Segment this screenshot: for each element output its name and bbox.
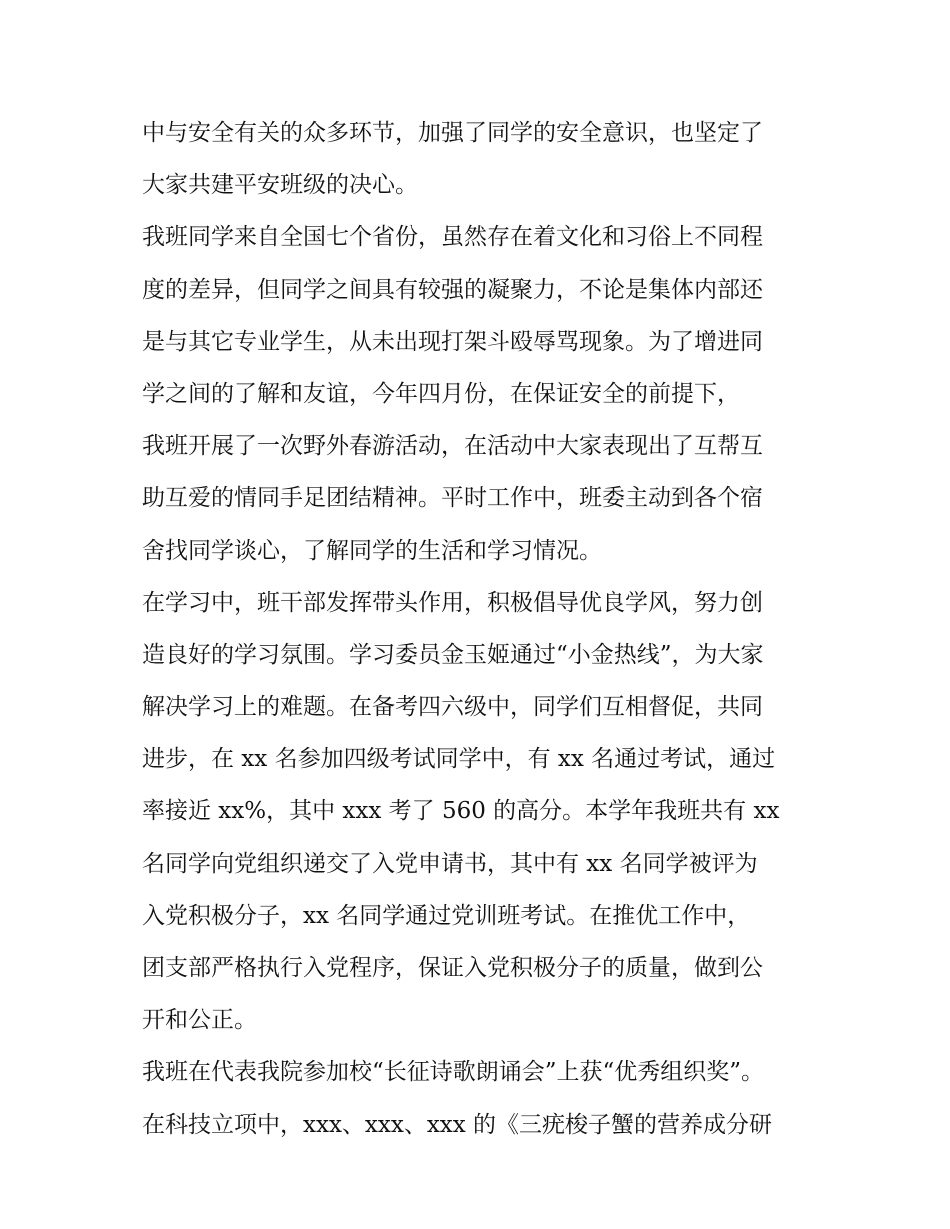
text-line: 舍找同学谈心，了解同学的生活和学习情况。 <box>142 537 602 564</box>
text-line: 开和公正。 <box>142 1007 257 1034</box>
text-line: 团支部严格执行入党程序，保证入党积极分子的质量，做到公 <box>142 955 763 981</box>
text-line: 在学习中，班干部发挥带头作用，积极倡导优良学风，努力创 <box>142 589 763 616</box>
text-line: 我班在代表我院参加校“长征诗歌朗诵会”上获“优秀组织奖”。 <box>142 1059 765 1086</box>
text-line: 我班同学来自全国七个省份，虽然存在着文化和习俗上不同程 <box>142 224 763 251</box>
text-line: 度的差异，但同学之间具有较强的凝聚力，不论是集体内部还 <box>142 276 763 303</box>
text-line: 中与安全有关的众多环节，加强了同学的安全意识，也坚定了 <box>142 120 763 146</box>
text-line: 是与其它专业学生，从未出现打架斗殴辱骂现象。为了增进同 <box>142 328 763 355</box>
text-line: 在科技立项中，xxx、xxx、xxx 的《三疣梭子蟹的营养成分研 <box>142 1111 773 1138</box>
text-line: 率接近 xx%，其中 xxx 考了 560 的高分。本学年我班共有 xx <box>142 798 780 825</box>
text-line: 名同学向党组织递交了入党申请书，其中有 xx 名同学被评为 <box>142 850 758 877</box>
text-line: 助互爱的情同手足团结精神。平时工作中，班委主动到各个宿 <box>142 485 763 512</box>
text-line: 解决学习上的难题。在备考四六级中，同学们互相督促，共同 <box>142 694 763 721</box>
text-line: 学之间的了解和友谊，今年四月份，在保证安全的前提下， <box>142 380 740 407</box>
text-line: 我班开展了一次野外春游活动，在活动中大家表现出了互帮互 <box>142 433 763 460</box>
body-text <box>142 107 832 1151</box>
text-line: 进步，在 xx 名参加四级考试同学中，有 xx 名通过考试，通过 <box>142 746 776 773</box>
text-line: 入党积极分子，xx 名同学通过党训班考试。在推优工作中， <box>142 902 751 929</box>
text-line: 造良好的学习氛围。学习委员金玉姬通过“小金热线”，为大家 <box>142 641 764 668</box>
text-line: 大家共建平安班级的决心。 <box>142 172 418 199</box>
